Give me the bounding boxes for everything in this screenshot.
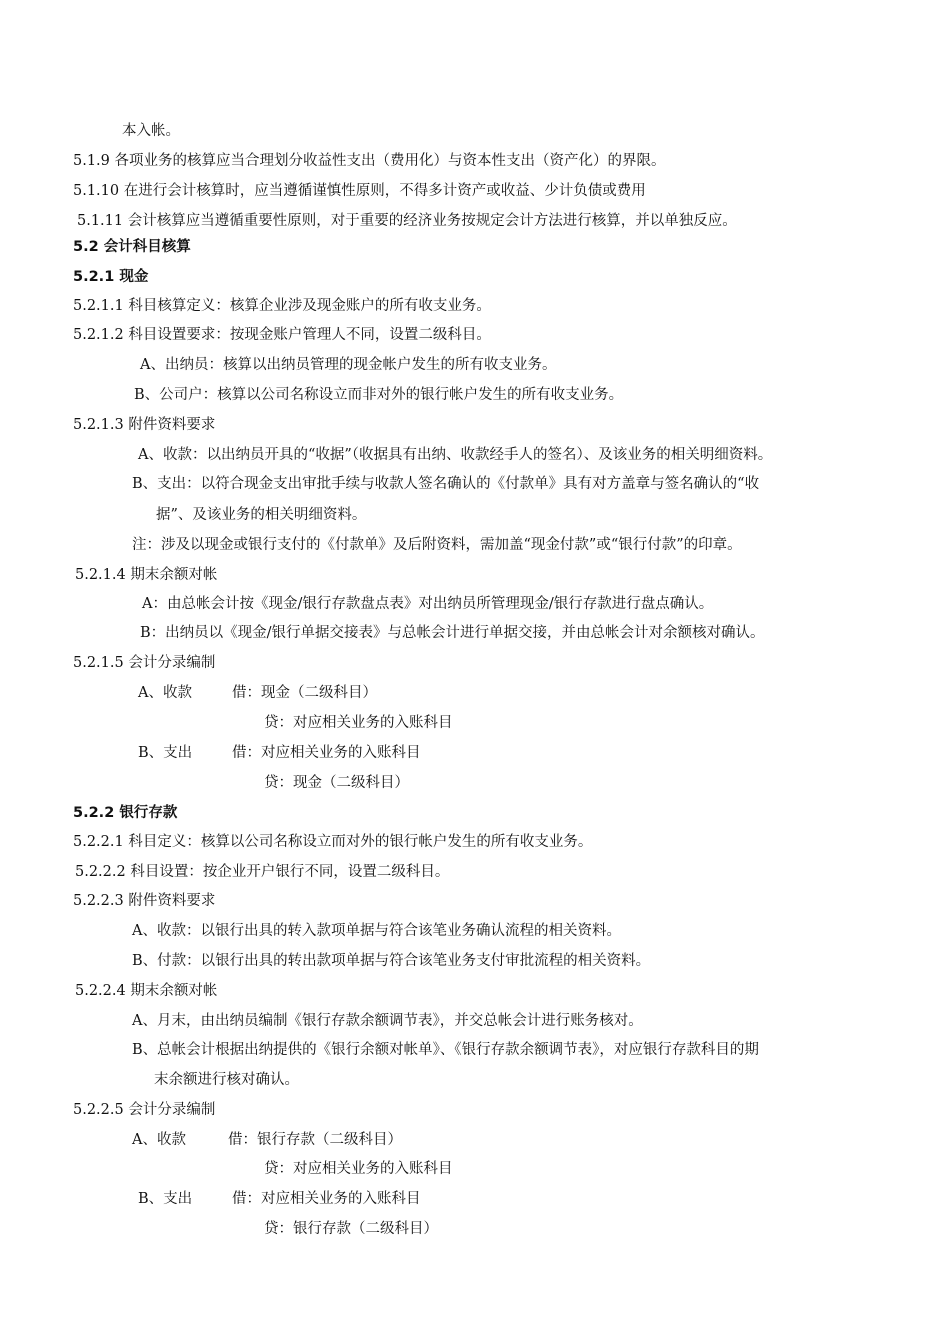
text-line: 5.2.2.1 科目定义：核算以公司名称设立而对外的银行帐户发生的所有收支业务。 (73, 834, 593, 850)
text-line: 5.2.1.2 科目设置要求：按现金账户管理人不同，设置二级科目。 (73, 327, 491, 343)
entry-credit: 贷：对应相关业务的入账科目 (264, 715, 453, 731)
text-line: 5.2.1.1 科目核算定义：核算企业涉及现金账户的所有收支业务。 (73, 298, 491, 314)
note-line: 注：涉及以现金或银行支付的《付款单》及后附资料，需加盖“现金付款”或“银行付款”的印章。 (132, 537, 742, 553)
text-line: 5.2.2.3 附件资料要求 (73, 893, 216, 909)
entry-credit: 贷：对应相关业务的入账科目 (264, 1161, 453, 1177)
text-line: B、付款：以银行出具的转出款项单据与符合该笔业务支付审批流程的相关资料。 (132, 953, 651, 969)
text-line: 5.2.2.5 会计分录编制 (73, 1102, 216, 1118)
text-line: B、公司户：核算以公司名称设立而非对外的银行帐户发生的所有收支业务。 (134, 387, 624, 403)
text-line: B、总帐会计根据出纳提供的《银行余额对帐单》、《银行存款余额调节表》，对应银行存款科目的期 (132, 1042, 759, 1058)
section-heading: 5.2 会计科目核算 (73, 239, 191, 255)
entry-debit: 借：对应相关业务的入账科目 (232, 745, 421, 761)
entry-credit: 贷：现金（二级科目） (264, 775, 409, 791)
entry-debit: 借：银行存款（二级科目） (228, 1132, 402, 1148)
text-line: B：出纳员以《现金/银行单据交接表》与总帐会计进行单据交接，并由总帐会计对余额核对确认。 (140, 625, 765, 641)
text-line: 本入帐。 (122, 123, 180, 139)
text-line: B、支出：以符合现金支出审批手续与收款人签名确认的《付款单》具有对方盖章与签名确认的“收 (132, 476, 760, 492)
entry-credit: 贷：银行存款（二级科目） (264, 1221, 438, 1237)
text-line: A、收款：以出纳员开具的“收据”（收据具有出纳、收款经手人的签名）、及该业务的相关明细资料。 (138, 447, 773, 463)
entry-label: A、收款 (138, 685, 192, 701)
text-line: 末余额进行核对确认。 (154, 1072, 299, 1088)
text-line: A、收款：以银行出具的转入款项单据与符合该笔业务确认流程的相关资料。 (132, 923, 621, 939)
section-heading: 5.2.1 现金 (73, 269, 149, 285)
text-line: 5.2.1.5 会计分录编制 (73, 655, 216, 671)
text-line: A：由总帐会计按《现金/银行存款盘点表》对出纳员所管理现金/银行存款进行盘点确认。 (142, 596, 714, 612)
text-line: A、出纳员：核算以出纳员管理的现金帐户发生的所有收支业务。 (140, 357, 557, 373)
entry-debit: 借：现金（二级科目） (232, 685, 377, 701)
text-line: 5.2.1.3 附件资料要求 (73, 417, 216, 433)
text-line: 据”、及该业务的相关明细资料。 (156, 507, 367, 523)
entry-label: A、收款 (132, 1132, 186, 1148)
section-heading: 5.2.2 银行存款 (73, 805, 178, 821)
text-line: 5.1.11 会计核算应当遵循重要性原则，对于重要的经济业务按规定会计方法进行核算，并以单独反应。 (77, 213, 737, 229)
text-line: 5.2.2.2 科目设置：按企业开户银行不同，设置二级科目。 (75, 864, 450, 880)
entry-label: B、支出 (138, 1191, 193, 1207)
text-line: 5.2.1.4 期末余额对帐 (75, 567, 218, 583)
text-line: 5.2.2.4 期末余额对帐 (75, 983, 218, 999)
entry-label: B、支出 (138, 745, 193, 761)
text-line: A、月末，由出纳员编制《银行存款余额调节表》，并交总帐会计进行账务核对。 (132, 1013, 643, 1029)
text-line: 5.1.10 在进行会计核算时，应当遵循谨慎性原则，不得多计资产或收益、少计负债或费用 (73, 183, 646, 199)
entry-debit: 借：对应相关业务的入账科目 (232, 1191, 421, 1207)
text-line: 5.1.9 各项业务的核算应当合理划分收益性支出（费用化）与资本性支出（资产化）的界限。 (73, 153, 666, 169)
